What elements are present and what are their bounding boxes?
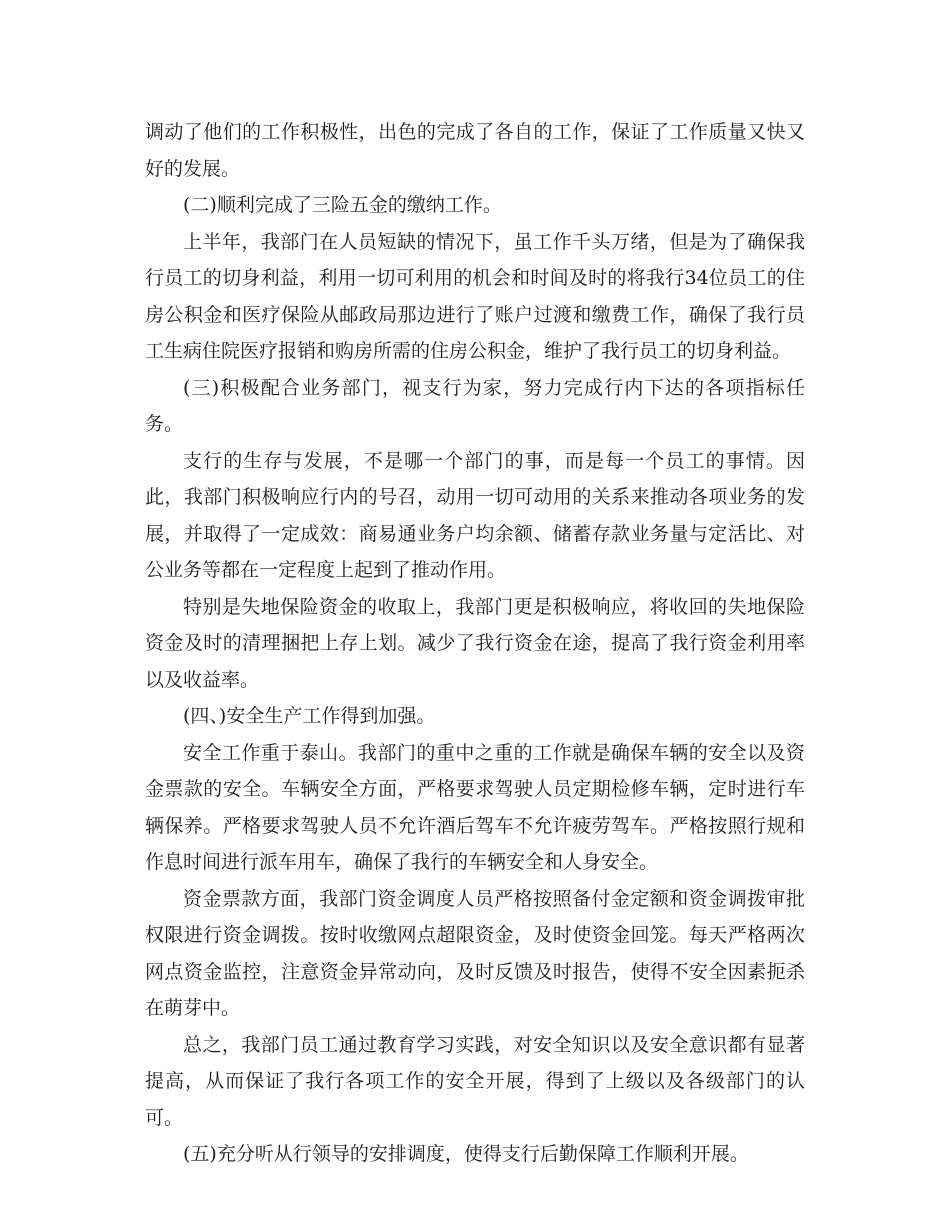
section-heading-2: (二)顺利完成了三险五金的缴纳工作。 xyxy=(183,194,502,216)
paragraph-continuation: 调动了他们的工作积极性，出色的完成了各自的工作，保证了工作质量又快又好的发展。 xyxy=(145,121,805,180)
section-heading-5: (五)充分听从行领导的安排调度，使得支行后勤保障工作顺利开展。 xyxy=(183,1143,749,1165)
paragraph-vehicle-safety: 安全工作重于泰山。我部门的重中之重的工作就是确保车辆的安全以及资金票款的安全。车辆安全方面，严格要求驾驶人员定期检修车辆，定时进行车辆保养。严格要求驾驶人员不允许酒后驾车不允许疲劳驾车。严格按照行规和作息时间进行派车用车，确保了我行的车辆安全和人身安全。 xyxy=(145,741,805,873)
paragraph-insurance-fund: 上半年，我部门在人员短缺的情况下，虽工作千头万绪，但是为了确保我行员工的切身利益，利用一切可利用的机会和时间及时的将我行34位员工的住房公积金和医疗保险从邮政局那边进行了账户过渡和缴费工作，确保了我行员工生病住院医疗报销和购房所需的住房公积金，维护了我行员工的切身利益。 xyxy=(145,230,805,362)
section-heading-4: (四、)安全生产工作得到加强。 xyxy=(183,705,436,727)
paragraph-fund-safety: 资金票款方面，我部门资金调度人员严格按照备付金定额和资金调拨审批权限进行资金调拨。按时收缴网点超限资金，及时使资金回笼。每天严格两次网点资金监控，注意资金异常动向，及时反馈及时报告，使得不安全因素扼杀在萌芽中。 xyxy=(145,887,805,1019)
paragraph-summary: 总之，我部门员工通过教育学习实践，对安全知识以及安全意识都有显著提高，从而保证了我行各项工作的安全开展，得到了上级以及各级部门的认可。 xyxy=(145,1033,805,1129)
paragraph-branch-development: 支行的生存与发展，不是哪一个部门的事，而是每一个员工的事情。因此，我部门积极响应行内的号召，动用一切可动用的关系来推动各项业务的发展，并取得了一定成效：商易通业务户均余额、储蓄存款业务量与定活比、对公业务等都在一定程度上起到了推动作用。 xyxy=(145,449,805,581)
paragraph-land-insurance: 特别是失地保险资金的收取上，我部门更是积极响应，将收回的失地保险资金及时的清理捆把上存上划。减少了我行资金在途，提高了我行资金利用率以及收益率。 xyxy=(145,595,805,691)
document-body xyxy=(145,114,805,1173)
section-heading-3: (三)积极配合业务部门，视支行为家，努力完成行内下达的各项指标任务。 xyxy=(145,376,805,435)
